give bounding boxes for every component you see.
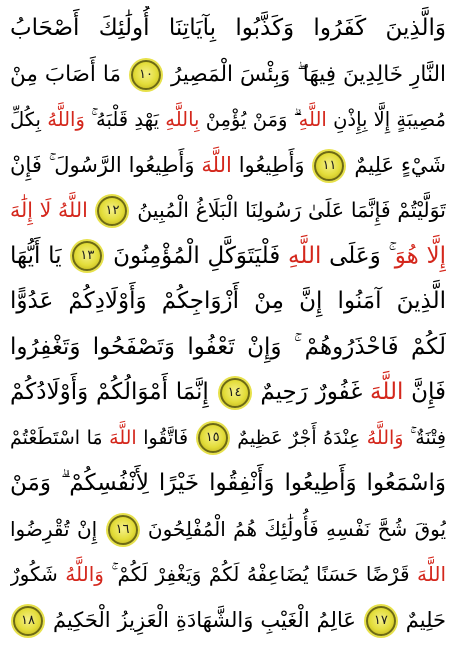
verse-text: شَيْءٍ عَلِيمٌ	[354, 152, 446, 177]
verse-line	[10, 370, 446, 416]
verse-line	[10, 416, 446, 462]
divine-name-text: اللَّهِ	[288, 242, 322, 269]
divine-name-text: إِلَّا هُوَ	[394, 242, 446, 269]
verse-text: فَلْيَتَوَكَّلِ الْمُؤْمِنُونَ	[113, 242, 281, 269]
divine-name-text: اللَّهَ	[417, 562, 446, 586]
verse-line	[10, 507, 446, 553]
divine-name-text: وَاللَّهُ	[47, 108, 85, 131]
verse-text: غَفُورٌ رَحِيمٌ	[260, 379, 363, 405]
verse-text: وَاسْمَعُوا وَأَطِيعُوا وَأَنْفِقُوا خَيْرًا لِأَنْفُسِكُمْ ۗ وَمَنْ	[10, 470, 446, 496]
verse-text: يُوقَ شُحَّ نَفْسِهِ فَأُولَٰئِكَ هُمُ الْمُفْلِحُونَ	[147, 516, 446, 541]
ayah-number-marker: ١٢	[97, 196, 127, 226]
divine-name-text: اللَّهَ	[370, 379, 404, 405]
verse-text: النَّارِ خَالِدِينَ فِيهَا ۖ وَبِئْسَ الْمَصِيرُ	[171, 61, 446, 87]
verse-text: وَأَطِيعُوا	[231, 152, 305, 177]
divine-name-text: اللَّهُ لَا إِلَٰهَ	[10, 198, 88, 222]
verse-text: قَرْضًا حَسَنًا يُضَاعِفْهُ لَكُمْ وَيَغْفِرْ لَكُمْ ۚ	[103, 562, 410, 586]
verse-text: شَكُورٌ	[10, 562, 58, 586]
verse-text: وَأَطِيعُوا الرَّسُولَ ۚ فَإِنْ	[10, 152, 195, 177]
ayah-number-marker: ١٥	[198, 423, 228, 453]
divine-name-text: اللَّهَ	[201, 152, 232, 177]
verse-text: فِتْنَةٌ ۚ	[403, 426, 446, 449]
verse-line	[10, 461, 446, 507]
verse-line	[10, 598, 446, 644]
verse-text: إِنَّمَا أَمْوَالُكُمْ وَأَوْلَادُكُمْ	[10, 379, 209, 405]
verse-line	[10, 143, 446, 189]
verse-text: فَاتَّقُوا	[136, 426, 189, 449]
verse-line	[10, 6, 446, 52]
verse-text: مُصِيبَةٍ إِلَّا بِإِذْنِ	[326, 108, 446, 131]
verse-line	[10, 188, 446, 234]
ayah-number-marker: ١٣	[72, 241, 102, 271]
ayah-number-marker: ١١	[314, 151, 344, 181]
verse-text: حَلِيمٌ	[405, 607, 446, 632]
ayah-number-marker: ١٤	[220, 378, 250, 408]
verse-text: عِنْدَهُ أَجْرٌ عَظِيمٌ	[237, 426, 361, 449]
verse-text: مَا أَصَابَ مِنْ	[10, 61, 121, 87]
divine-name-text: بِاللَّهِ	[165, 108, 200, 131]
verse-line	[10, 325, 446, 371]
ayah-number-marker: ١٨	[13, 606, 43, 636]
ayah-number-marker: ١٠	[131, 60, 161, 90]
verse-text: الَّذِينَ آمَنُوا إِنَّ مِنْ أَزْوَاجِكُمْ وَأَوْلَادِكُمْ عَدُوًّا	[10, 288, 446, 314]
verse-line	[10, 234, 446, 280]
verse-text: تَوَلَّيْتُمْ فَإِنَّمَا عَلَىٰ رَسُولِنَا الْبَلَاغُ الْمُبِينُ	[137, 198, 446, 222]
verse-text: بِكُلِّ	[10, 108, 41, 131]
verse-text: ۚ وَعَلَى	[321, 242, 389, 269]
ayah-number-marker: ١٧	[366, 606, 396, 636]
ayah-number-marker: ١٦	[108, 515, 138, 545]
verse-text: عَالِمُ الْغَيْبِ وَالشَّهَادَةِ الْعَزِيزُ الْحَكِيمُ	[52, 607, 356, 632]
divine-name-text: اللَّهِ	[298, 108, 327, 131]
divine-name-text: وَاللَّهُ	[65, 562, 104, 586]
verse-text: مَا اسْتَطَعْتُمْ	[10, 426, 103, 449]
divine-name-text: وَاللَّهُ	[366, 426, 404, 449]
divine-name-text: اللَّهَ	[109, 426, 137, 449]
verse-text: يَا أَيُّهَا	[10, 242, 62, 269]
verse-text: ۗ وَمَنْ يُؤْمِنْ	[199, 108, 294, 131]
verse-text: فَإِنَّ	[403, 379, 446, 405]
verse-text: يَهْدِ قَلْبَهُ ۚ	[84, 108, 160, 131]
verse-line	[10, 552, 446, 598]
verse-line	[10, 52, 446, 98]
verse-text: لَكُمْ فَاحْذَرُوهُمْ ۚ وَإِنْ تَعْفُوا وَتَصْفَحُوا وَتَغْفِرُوا	[10, 333, 446, 360]
verse-text: إِنْ تُقْرِضُوا	[10, 516, 98, 541]
verse-line	[10, 279, 446, 325]
verse-text: وَالَّذِينَ كَفَرُوا وَكَذَّبُوا بِآيَاتِنَا أُولَٰئِكَ أَصْحَابُ	[10, 15, 446, 41]
verse-line	[10, 97, 446, 143]
